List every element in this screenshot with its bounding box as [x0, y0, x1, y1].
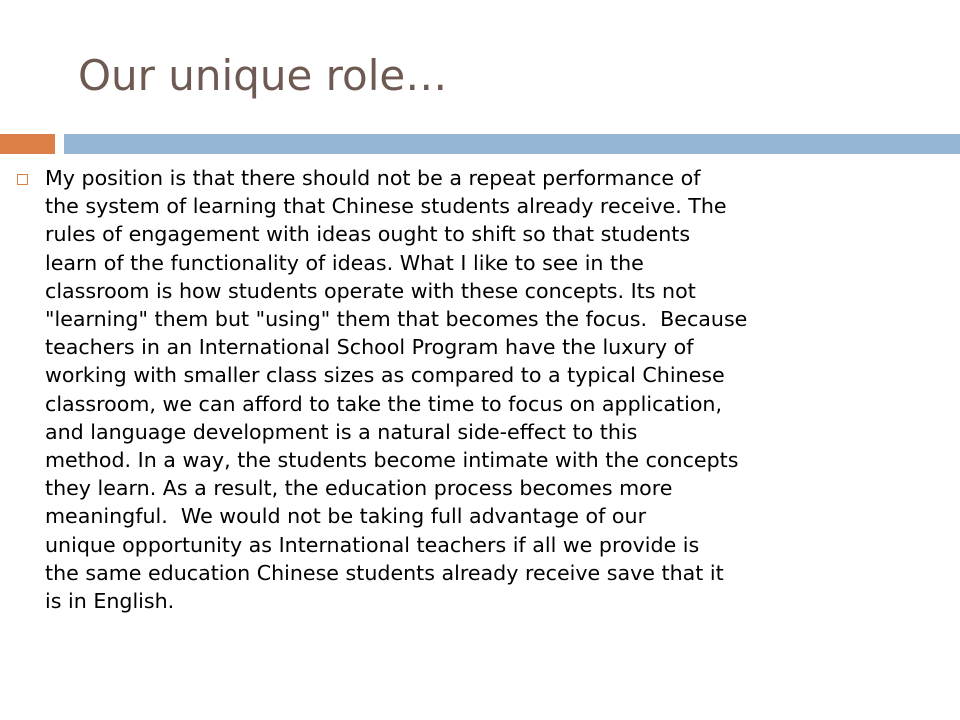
bullet-line: is in English. — [45, 589, 175, 614]
bullet-line: the system of learning that Chinese students already receive. The — [45, 194, 727, 219]
bullet-line: teachers in an International School Program have the luxury of — [45, 335, 694, 360]
accent-bar-blue — [64, 134, 960, 154]
bullet-line: learn of the functionality of ideas. What I like to see in the — [45, 250, 644, 275]
bullet-paragraph — [45, 164, 950, 615]
bullet-line: classroom, we can afford to take the time to focus on application, — [45, 391, 723, 416]
bullet-line: working with smaller class sizes as compared to a typical Chinese — [45, 363, 725, 388]
bullet-line: and language development is a natural side-effect to this — [45, 419, 638, 444]
bullet-line: meaningful. We would not be taking full advantage of our — [45, 504, 647, 529]
bullet-line: classroom is how students operate with these concepts. Its not — [45, 278, 696, 303]
bullet-line: they learn. As a result, the education process becomes more — [45, 476, 673, 501]
bullet-line: My position is that there should not be a repeat performance of — [45, 166, 701, 190]
bullet-line: the same education Chinese students already receive save that it — [45, 560, 724, 585]
bullet-line: unique opportunity as International teachers if all we provide is — [45, 532, 700, 557]
bullet-line: rules of engagement with ideas ought to shift so that students — [45, 222, 691, 247]
bullet-line: method. In a way, the students become intimate with the concepts — [45, 448, 739, 473]
accent-bar-orange — [0, 134, 55, 154]
square-bullet-icon — [17, 174, 28, 185]
slide-title: Our unique role… — [78, 51, 448, 100]
bullet-line: "learning" them but "using" them that becomes the focus. Because — [45, 307, 748, 332]
